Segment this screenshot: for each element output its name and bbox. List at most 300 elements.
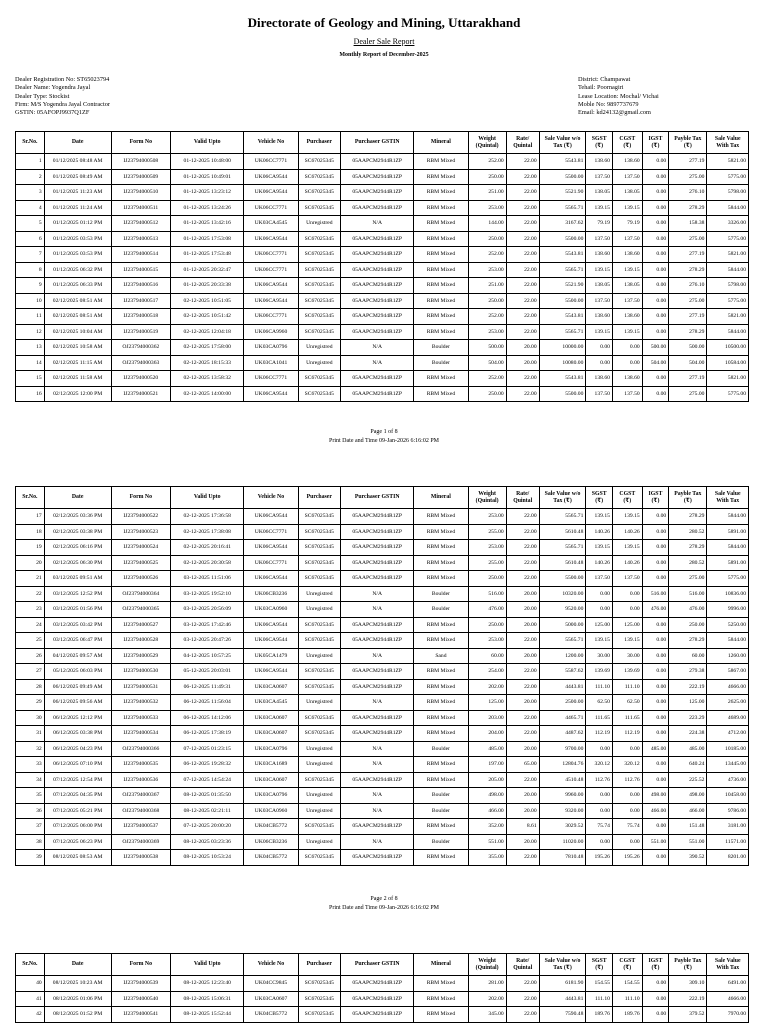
cell-valid-upto: 08-12-2025 15:06:31	[171, 991, 244, 1007]
cell-vehicle-no: UK06CA9544	[244, 293, 298, 309]
cell-purchaser-gstin: 05AAPCM2944R1ZP	[341, 664, 414, 680]
cell-purchaser: SC67025345	[298, 555, 340, 571]
cell-rate: 22.00	[506, 772, 539, 788]
cell-sale-value-with-tax: 4689.00	[707, 710, 749, 726]
cell-purchaser-gstin: 05AAPCM2944R1ZP	[341, 154, 414, 170]
cell-purchaser-gstin: 05AAPCM2944R1ZP	[341, 850, 414, 866]
cell-sale-value-with-tax: 5844.00	[707, 262, 749, 278]
cell-sale-value: 5565.71	[539, 633, 586, 649]
cell-sale-value: 9700.00	[539, 741, 586, 757]
cell-cgst: 111.65	[612, 710, 642, 726]
cell-cgst: 0.00	[612, 340, 642, 356]
cell-form-no: IJ23794000527	[111, 617, 170, 633]
cell-igst: 500.00	[642, 340, 669, 356]
cell-vehicle-no: UK06CB3236	[244, 834, 298, 850]
cell-payable-tax: 225.52	[669, 772, 707, 788]
cell-purchaser-gstin: N/A	[341, 648, 414, 664]
cell-vehicle-no: UK06CC7771	[244, 555, 298, 571]
column-header-weight: Weight (Quintal)	[468, 954, 506, 976]
cell-sale-value-with-tax: 1260.00	[707, 648, 749, 664]
cell-sale-value: 4510.48	[539, 772, 586, 788]
cell-vehicle-no: UK06CC7771	[244, 262, 298, 278]
cell-cgst: 137.50	[612, 571, 642, 587]
cell-sale-value-with-tax: 13445.00	[707, 757, 749, 773]
cell-rate: 22.00	[506, 850, 539, 866]
cell-purchaser-gstin: 05AAPCM2944R1ZP	[341, 679, 414, 695]
cell-payable-tax: 516.00	[669, 586, 707, 602]
cell-cgst: 75.74	[612, 819, 642, 835]
cell-sgst: 139.15	[586, 324, 613, 340]
cell-date: 06/12/2025 03:38 PM	[44, 726, 111, 742]
cell-valid-upto: 02-12-2025 10:51:42	[171, 309, 244, 325]
cell-weight: 345.00	[468, 1007, 506, 1023]
table-row	[16, 324, 749, 340]
cell-sgst: 139.15	[586, 509, 613, 525]
cell-date: 03/12/2025 12:52 PM	[44, 586, 111, 602]
cell-valid-upto: 05-12-2025 20:03:01	[171, 664, 244, 680]
dealer-type: Dealer Type: Stockist	[15, 92, 70, 100]
column-header-purchaser-gstin: Purchaser GSTIN	[341, 954, 414, 976]
cell-payable-tax: 476.00	[669, 602, 707, 618]
cell-valid-upto: 08-12-2025 02:21:11	[171, 803, 244, 819]
cell-vehicle-no: UK03CA0607	[244, 726, 298, 742]
cell-sale-value: 5521.90	[539, 278, 586, 294]
cell-valid-upto: 06-12-2025 19:28:32	[171, 757, 244, 773]
cell-form-no: IJ23794000529	[111, 648, 170, 664]
cell-rate: 22.00	[506, 976, 539, 992]
cell-valid-upto: 06-12-2025 14:12:06	[171, 710, 244, 726]
cell-payable-tax: 280.52	[669, 524, 707, 540]
column-header-payable-tax: Payble Tax (₹)	[669, 487, 707, 509]
column-header-payable-tax: Payble Tax (₹)	[669, 132, 707, 154]
cell-igst: 0.00	[642, 710, 669, 726]
cell-sgst: 62.50	[586, 695, 613, 711]
sales-table-page-1	[15, 131, 749, 402]
cell-sr-no: 25	[16, 633, 45, 649]
cell-purchaser-gstin: N/A	[341, 602, 414, 618]
cell-purchaser-gstin: 05AAPCM2944R1ZP	[341, 991, 414, 1007]
cell-sr-no: 15	[16, 371, 45, 387]
cell-igst: 0.00	[642, 371, 669, 387]
table-row	[16, 169, 749, 185]
table-row	[16, 340, 749, 356]
cell-date: 08/12/2025 01:52 PM	[44, 1007, 111, 1023]
cell-sale-value-with-tax: 10458.00	[707, 788, 749, 804]
cell-sgst: 138.60	[586, 309, 613, 325]
cell-date: 06/12/2025 09:56 AM	[44, 695, 111, 711]
cell-form-no: IJ23794000538	[111, 850, 170, 866]
cell-valid-upto: 02-12-2025 17:36:58	[171, 509, 244, 525]
cell-purchaser: SC67025345	[298, 571, 340, 587]
cell-form-no: IJ23794000522	[111, 509, 170, 525]
cell-form-no: IJ23794000519	[111, 324, 170, 340]
cell-date: 02/12/2025 08:51 AM	[44, 309, 111, 325]
cell-weight: 254.00	[468, 664, 506, 680]
cell-purchaser-gstin: 05AAPCM2944R1ZP	[341, 309, 414, 325]
table-row	[16, 617, 749, 633]
cell-weight: 202.00	[468, 679, 506, 695]
table-row	[16, 231, 749, 247]
cell-mineral: RBM Mixed	[414, 555, 468, 571]
cell-sr-no: 26	[16, 648, 45, 664]
cell-date: 01/12/2025 03:53 PM	[44, 231, 111, 247]
cell-rate: 22.00	[506, 1007, 539, 1023]
cell-form-no: OJ23794000363	[111, 355, 170, 371]
cell-vehicle-no: UK03CA0607	[244, 679, 298, 695]
cell-sgst: 139.69	[586, 664, 613, 680]
table-row	[16, 524, 749, 540]
cell-mineral: RBM Mixed	[414, 185, 468, 201]
table-row	[16, 850, 749, 866]
cell-mineral: RBM Mixed	[414, 850, 468, 866]
cell-purchaser-gstin: 05AAPCM2944R1ZP	[341, 819, 414, 835]
cell-vehicle-no: UK03CA1041	[244, 355, 298, 371]
cell-purchaser: SC67025345	[298, 991, 340, 1007]
cell-payable-tax: 466.00	[669, 803, 707, 819]
cell-purchaser-gstin: N/A	[341, 355, 414, 371]
cell-rate: 20.00	[506, 695, 539, 711]
column-header-date: Date	[44, 132, 111, 154]
cell-sr-no: 8	[16, 262, 45, 278]
cell-purchaser-gstin: N/A	[341, 741, 414, 757]
cell-payable-tax: 250.00	[669, 617, 707, 633]
cell-rate: 20.00	[506, 648, 539, 664]
cell-date: 06/12/2025 07:10 PM	[44, 757, 111, 773]
cell-sr-no: 5	[16, 216, 45, 232]
cell-weight: 202.00	[468, 991, 506, 1007]
cell-date: 03/12/2025 03:42 PM	[44, 617, 111, 633]
table-row	[16, 509, 749, 525]
cell-purchaser: Unregistred	[298, 340, 340, 356]
cell-form-no: IJ23794000534	[111, 726, 170, 742]
cell-form-no: IJ23794000531	[111, 679, 170, 695]
cell-purchaser-gstin: 05AAPCM2944R1ZP	[341, 710, 414, 726]
cell-sale-value-with-tax: 5775.00	[707, 169, 749, 185]
cell-cgst: 0.00	[612, 355, 642, 371]
cell-purchaser-gstin: 05AAPCM2944R1ZP	[341, 976, 414, 992]
cell-valid-upto: 01-12-2025 17:53:48	[171, 247, 244, 263]
column-header-purchaser: Purchaser	[298, 132, 340, 154]
cell-valid-upto: 01-12-2025 20:32:47	[171, 262, 244, 278]
cell-sgst: 140.26	[586, 555, 613, 571]
cell-igst: 0.00	[642, 386, 669, 402]
cell-igst: 0.00	[642, 664, 669, 680]
cell-form-no: IJ23794000514	[111, 247, 170, 263]
cell-purchaser-gstin: N/A	[341, 586, 414, 602]
cell-sgst: 138.60	[586, 247, 613, 263]
cell-purchaser: SC67025345	[298, 524, 340, 540]
cell-mineral: RBM Mixed	[414, 169, 468, 185]
cell-sale-value-with-tax: 4736.00	[707, 772, 749, 788]
table-header-row	[16, 487, 749, 509]
cell-purchaser: SC67025345	[298, 850, 340, 866]
cell-vehicle-no: UK04CB5772	[244, 819, 298, 835]
cell-weight: 281.00	[468, 976, 506, 992]
cell-purchaser: Unregistred	[298, 586, 340, 602]
cell-sgst: 75.74	[586, 819, 613, 835]
cell-sale-value-with-tax: 3181.00	[707, 819, 749, 835]
column-header-cgst: CGST (₹)	[612, 487, 642, 509]
cell-sale-value: 6181.90	[539, 976, 586, 992]
cell-vehicle-no: UK04CB5772	[244, 850, 298, 866]
cell-weight: 251.00	[468, 185, 506, 201]
cell-date: 07/12/2025 12:54 PM	[44, 772, 111, 788]
cell-mineral: RBM Mixed	[414, 710, 468, 726]
cell-mineral: RBM Mixed	[414, 772, 468, 788]
dealer-name: Dealer Name: Yogendra Jayal	[15, 84, 91, 92]
cell-cgst: 0.00	[612, 788, 642, 804]
cell-purchaser: SC67025345	[298, 200, 340, 216]
cell-sr-no: 9	[16, 278, 45, 294]
cell-cgst: 137.50	[612, 386, 642, 402]
cell-sale-value-with-tax: 10185.00	[707, 741, 749, 757]
cell-purchaser-gstin: 05AAPCM2944R1ZP	[341, 617, 414, 633]
cell-payable-tax: 277.19	[669, 154, 707, 170]
cell-sr-no: 6	[16, 231, 45, 247]
cell-form-no: OJ23794000369	[111, 834, 170, 850]
cell-cgst: 111.10	[612, 679, 642, 695]
cell-sr-no: 22	[16, 586, 45, 602]
cell-purchaser: Unregistred	[298, 355, 340, 371]
cell-vehicle-no: UK03CA1689	[244, 757, 298, 773]
table-row	[16, 726, 749, 742]
cell-purchaser-gstin: 05AAPCM2944R1ZP	[341, 1007, 414, 1023]
cell-purchaser-gstin: 05AAPCM2944R1ZP	[341, 509, 414, 525]
cell-weight: 255.00	[468, 524, 506, 540]
cell-sgst: 154.55	[586, 976, 613, 992]
cell-sr-no: 24	[16, 617, 45, 633]
cell-cgst: 195.26	[612, 850, 642, 866]
cell-date: 04/12/2025 09:57 AM	[44, 648, 111, 664]
cell-sale-value-with-tax: 5775.00	[707, 231, 749, 247]
cell-igst: 0.00	[642, 509, 669, 525]
cell-sale-value-with-tax: 4666.00	[707, 991, 749, 1007]
table-row	[16, 695, 749, 711]
cell-igst: 0.00	[642, 819, 669, 835]
cell-payable-tax: 278.29	[669, 324, 707, 340]
report-month: Monthly Report of December-2025	[339, 52, 429, 58]
cell-sr-no: 4	[16, 200, 45, 216]
cell-igst: 551.00	[642, 834, 669, 850]
cell-sgst: 320.12	[586, 757, 613, 773]
cell-date: 01/12/2025 03:53 PM	[44, 247, 111, 263]
cell-igst: 0.00	[642, 262, 669, 278]
cell-weight: 253.00	[468, 633, 506, 649]
cell-sale-value: 5543.81	[539, 371, 586, 387]
table-row	[16, 371, 749, 387]
cell-purchaser: Unregistred	[298, 602, 340, 618]
cell-form-no: OJ23794000368	[111, 803, 170, 819]
cell-vehicle-no: UK06CC7771	[244, 309, 298, 325]
print-datetime: Print Date and Time 09-Jan-2026 6:16:02 PM	[328, 905, 439, 911]
cell-vehicle-no: UK06CA9544	[244, 169, 298, 185]
cell-rate: 22.00	[506, 726, 539, 742]
cell-mineral: RBM Mixed	[414, 571, 468, 587]
cell-cgst: 320.12	[612, 757, 642, 773]
cell-purchaser-gstin: 05AAPCM2944R1ZP	[341, 247, 414, 263]
cell-cgst: 0.00	[612, 586, 642, 602]
cell-purchaser-gstin: 05AAPCM2944R1ZP	[341, 200, 414, 216]
column-header-payable-tax: Payble Tax (₹)	[669, 954, 707, 976]
cell-sr-no: 38	[16, 834, 45, 850]
cell-weight: 252.00	[468, 247, 506, 263]
cell-mineral: Boulder	[414, 355, 468, 371]
cell-sale-value-with-tax: 5844.00	[707, 324, 749, 340]
cell-cgst: 138.60	[612, 309, 642, 325]
cell-payable-tax: 278.29	[669, 540, 707, 556]
cell-form-no: IJ23794000516	[111, 278, 170, 294]
column-header-igst: IGST (₹)	[642, 132, 669, 154]
cell-purchaser-gstin: 05AAPCM2944R1ZP	[341, 231, 414, 247]
cell-sale-value-with-tax: 5844.00	[707, 509, 749, 525]
cell-purchaser-gstin: N/A	[341, 834, 414, 850]
cell-sale-value: 4443.81	[539, 991, 586, 1007]
cell-sale-value-with-tax: 10584.00	[707, 355, 749, 371]
cell-igst: 0.00	[642, 571, 669, 587]
cell-cgst: 154.55	[612, 976, 642, 992]
cell-cgst: 138.60	[612, 371, 642, 387]
cell-form-no: IJ23794000512	[111, 216, 170, 232]
cell-date: 02/12/2025 12:00 PM	[44, 386, 111, 402]
cell-sr-no: 29	[16, 695, 45, 711]
cell-purchaser: SC67025345	[298, 371, 340, 387]
cell-vehicle-no: UK06CA9544	[244, 278, 298, 294]
cell-payable-tax: 278.29	[669, 262, 707, 278]
table-row	[16, 540, 749, 556]
cell-vehicle-no: UK04CB5772	[244, 1007, 298, 1023]
cell-vehicle-no: UK03CA0607	[244, 772, 298, 788]
cell-sgst: 138.60	[586, 371, 613, 387]
cell-cgst: 139.15	[612, 509, 642, 525]
cell-payable-tax: 500.00	[669, 340, 707, 356]
cell-form-no: IJ23794000518	[111, 309, 170, 325]
cell-cgst: 0.00	[612, 834, 642, 850]
cell-mineral: RBM Mixed	[414, 726, 468, 742]
cell-vehicle-no: UK06CC7771	[244, 247, 298, 263]
cell-igst: 0.00	[642, 524, 669, 540]
cell-weight: 251.00	[468, 278, 506, 294]
page-footer-2	[0, 895, 768, 913]
cell-vehicle-no: UK06CA9544	[244, 633, 298, 649]
cell-date: 06/12/2025 12:12 PM	[44, 710, 111, 726]
cell-mineral: RBM Mixed	[414, 819, 468, 835]
cell-purchaser-gstin: 05AAPCM2944R1ZP	[341, 324, 414, 340]
cell-date: 02/12/2025 11:58 AM	[44, 371, 111, 387]
cell-valid-upto: 03-12-2025 11:51:06	[171, 571, 244, 587]
cell-mineral: Boulder	[414, 803, 468, 819]
cell-date: 08/12/2025 08:53 AM	[44, 850, 111, 866]
cell-sgst: 112.19	[586, 726, 613, 742]
cell-sale-value-with-tax: 5250.00	[707, 617, 749, 633]
cell-sale-value: 2500.00	[539, 695, 586, 711]
cell-sale-value-with-tax: 7970.00	[707, 1007, 749, 1023]
cell-sale-value-with-tax: 5844.00	[707, 633, 749, 649]
cell-valid-upto: 01-12-2025 13:23:12	[171, 185, 244, 201]
cell-mineral: RBM Mixed	[414, 200, 468, 216]
cell-sr-no: 34	[16, 772, 45, 788]
cell-payable-tax: 278.29	[669, 633, 707, 649]
cell-valid-upto: 06-12-2025 11:49:31	[171, 679, 244, 695]
cell-mineral: RBM Mixed	[414, 154, 468, 170]
cell-vehicle-no: UK06CA9544	[244, 617, 298, 633]
column-header-sgst: SGST (₹)	[586, 954, 613, 976]
cell-mineral: Boulder	[414, 741, 468, 757]
cell-sale-value-with-tax: 5821.00	[707, 154, 749, 170]
cell-mineral: RBM Mixed	[414, 633, 468, 649]
cell-mineral: RBM Mixed	[414, 278, 468, 294]
cell-purchaser-gstin: N/A	[341, 788, 414, 804]
cell-purchaser: Unregistred	[298, 741, 340, 757]
table-row	[16, 679, 749, 695]
cell-mineral: RBM Mixed	[414, 540, 468, 556]
cell-valid-upto: 07-12-2025 20:00:20	[171, 819, 244, 835]
cell-date: 03/12/2025 09:51 AM	[44, 571, 111, 587]
cell-sr-no: 37	[16, 819, 45, 835]
cell-sr-no: 32	[16, 741, 45, 757]
cell-sale-value: 4487.62	[539, 726, 586, 742]
cell-sr-no: 39	[16, 850, 45, 866]
cell-sale-value-with-tax: 5821.00	[707, 371, 749, 387]
column-header-weight: Weight (Quintal)	[468, 487, 506, 509]
cell-mineral: RBM Mixed	[414, 293, 468, 309]
column-header-date: Date	[44, 487, 111, 509]
cell-form-no: IJ23794000533	[111, 710, 170, 726]
cell-purchaser-gstin: 05AAPCM2944R1ZP	[341, 169, 414, 185]
cell-igst: 466.00	[642, 803, 669, 819]
cell-valid-upto: 08-12-2025 03:23:36	[171, 834, 244, 850]
cell-vehicle-no: UK03CA0796	[244, 340, 298, 356]
cell-sale-value: 12804.76	[539, 757, 586, 773]
cell-rate: 22.00	[506, 386, 539, 402]
cell-valid-upto: 02-12-2025 12:04:18	[171, 324, 244, 340]
cell-payable-tax: 275.00	[669, 293, 707, 309]
cell-mineral: RBM Mixed	[414, 757, 468, 773]
cell-sr-no: 30	[16, 710, 45, 726]
cell-igst: 0.00	[642, 555, 669, 571]
cell-purchaser: SC67025345	[298, 819, 340, 835]
cell-sale-value: 9960.00	[539, 788, 586, 804]
table-header-row	[16, 132, 749, 154]
cell-form-no: IJ23794000535	[111, 757, 170, 773]
cell-sale-value: 5521.90	[539, 185, 586, 201]
cell-valid-upto: 03-12-2025 20:56:09	[171, 602, 244, 618]
cell-payable-tax: 158.38	[669, 216, 707, 232]
table-row	[16, 293, 749, 309]
cell-weight: 500.00	[468, 340, 506, 356]
cell-sale-value: 4465.71	[539, 710, 586, 726]
cell-weight: 205.00	[468, 772, 506, 788]
cell-purchaser-gstin: N/A	[341, 803, 414, 819]
cell-sr-no: 13	[16, 340, 45, 356]
cell-cgst: 139.15	[612, 540, 642, 556]
cell-purchaser-gstin: 05AAPCM2944R1ZP	[341, 555, 414, 571]
cell-purchaser: SC67025345	[298, 976, 340, 992]
column-header-igst: IGST (₹)	[642, 954, 669, 976]
cell-form-no: IJ23794000513	[111, 231, 170, 247]
cell-weight: 252.00	[468, 154, 506, 170]
cell-date: 02/12/2025 06:16 PM	[44, 540, 111, 556]
cell-cgst: 0.00	[612, 803, 642, 819]
cell-weight: 252.00	[468, 309, 506, 325]
cell-cgst: 137.50	[612, 169, 642, 185]
cell-payable-tax: 224.38	[669, 726, 707, 742]
cell-sale-value: 5543.81	[539, 309, 586, 325]
cell-rate: 22.00	[506, 509, 539, 525]
cell-sale-value: 7810.48	[539, 850, 586, 866]
cell-valid-upto: 01-12-2025 13:42:16	[171, 216, 244, 232]
cell-weight: 144.00	[468, 216, 506, 232]
cell-mineral: RBM Mixed	[414, 695, 468, 711]
